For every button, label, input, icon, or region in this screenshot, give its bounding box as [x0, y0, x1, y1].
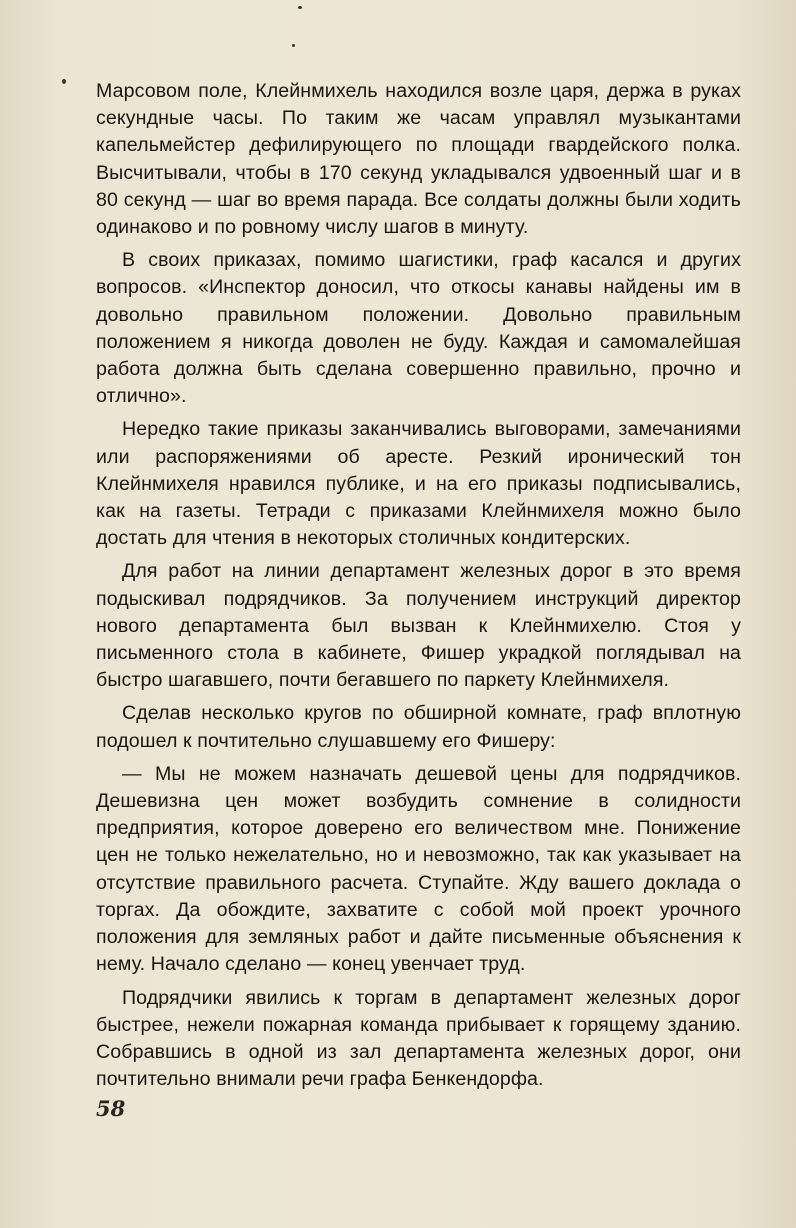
paragraph: Сделав несколько кругов по обширной комнате, граф вплотную подошел к почтительно слушавшему его Фишеру: [96, 702, 741, 752]
paragraph: В своих приказах, помимо шагистики, граф касался и других вопросов. «Инспектор доносил, что откосы канавы найдены им в довольно правильном положении. Довольно правильным положением я никогда доволен не буду. Каждая и самомалейшая работа должна быть сделана совершенно правильно, прочно и отлично». [96, 249, 741, 408]
body-text [96, 78, 741, 1099]
paragraph: Нередко такие приказы заканчивались выговорами, замечаниями или распоряжениями об аресте. Резкий иронический тон Клейнмихеля нравился публике, и на его приказы подписывались, как на газеты. Тетради с приказами Клейнмихеля можно было достать для чтения в некоторых столичных кондитерских. [96, 418, 741, 550]
paragraph: Подрядчики явились к торгам в департамент железных дорог быстрее, нежели пожарная команда прибывает к горящему зданию. Собравшись в одной из зал департамента железных дорог, они почтительно внимали речи графа Бенкендорфа. [96, 986, 741, 1091]
print-speck [298, 6, 302, 9]
paragraph: Марсовом поле, Клейнмихель находился возле царя, держа в руках секундные часы. По таким же часам управлял музыкантами капельмейстер дефилирующего по площади гвардейского полка. Высчитывали, чтобы в 170 секунд укладывался удвоенный шаг и в 80 секунд — шаг во время парада. Все солдаты должны были ходить одинаково и по ровному числу шагов в минуту. [96, 80, 741, 239]
print-speck [292, 44, 295, 47]
page-number: 58 [96, 1096, 126, 1121]
paragraph: — Мы не можем назначать дешевой цены для подрядчиков. Дешевизна цен может возбудить сомнение в солидности предприятия, которое доверено его величеством мне. Понижение цен не только нежелательно, но и невозможно, так как указывает на отсутствие правильного расчета. Ступайте. Жду вашего доклада о торгах. Да обождите, захватите с собой мой проект урочного положения для земляных работ и дайте письменные объяснения к нему. Начало сделано — конец увенчает труд. [96, 762, 741, 976]
paragraph: Для работ на линии департамент железных дорог в это время подыскивал подрядчиков. За получением инструкций директор нового департамента был вызван к Клейнмихелю. Стоя у письменного стола в кабинете, Фишер украдкой поглядывал на быстро шагавшего, почти бегавшего по паркету Клейнмихеля. [96, 560, 741, 692]
print-speck [62, 79, 66, 84]
